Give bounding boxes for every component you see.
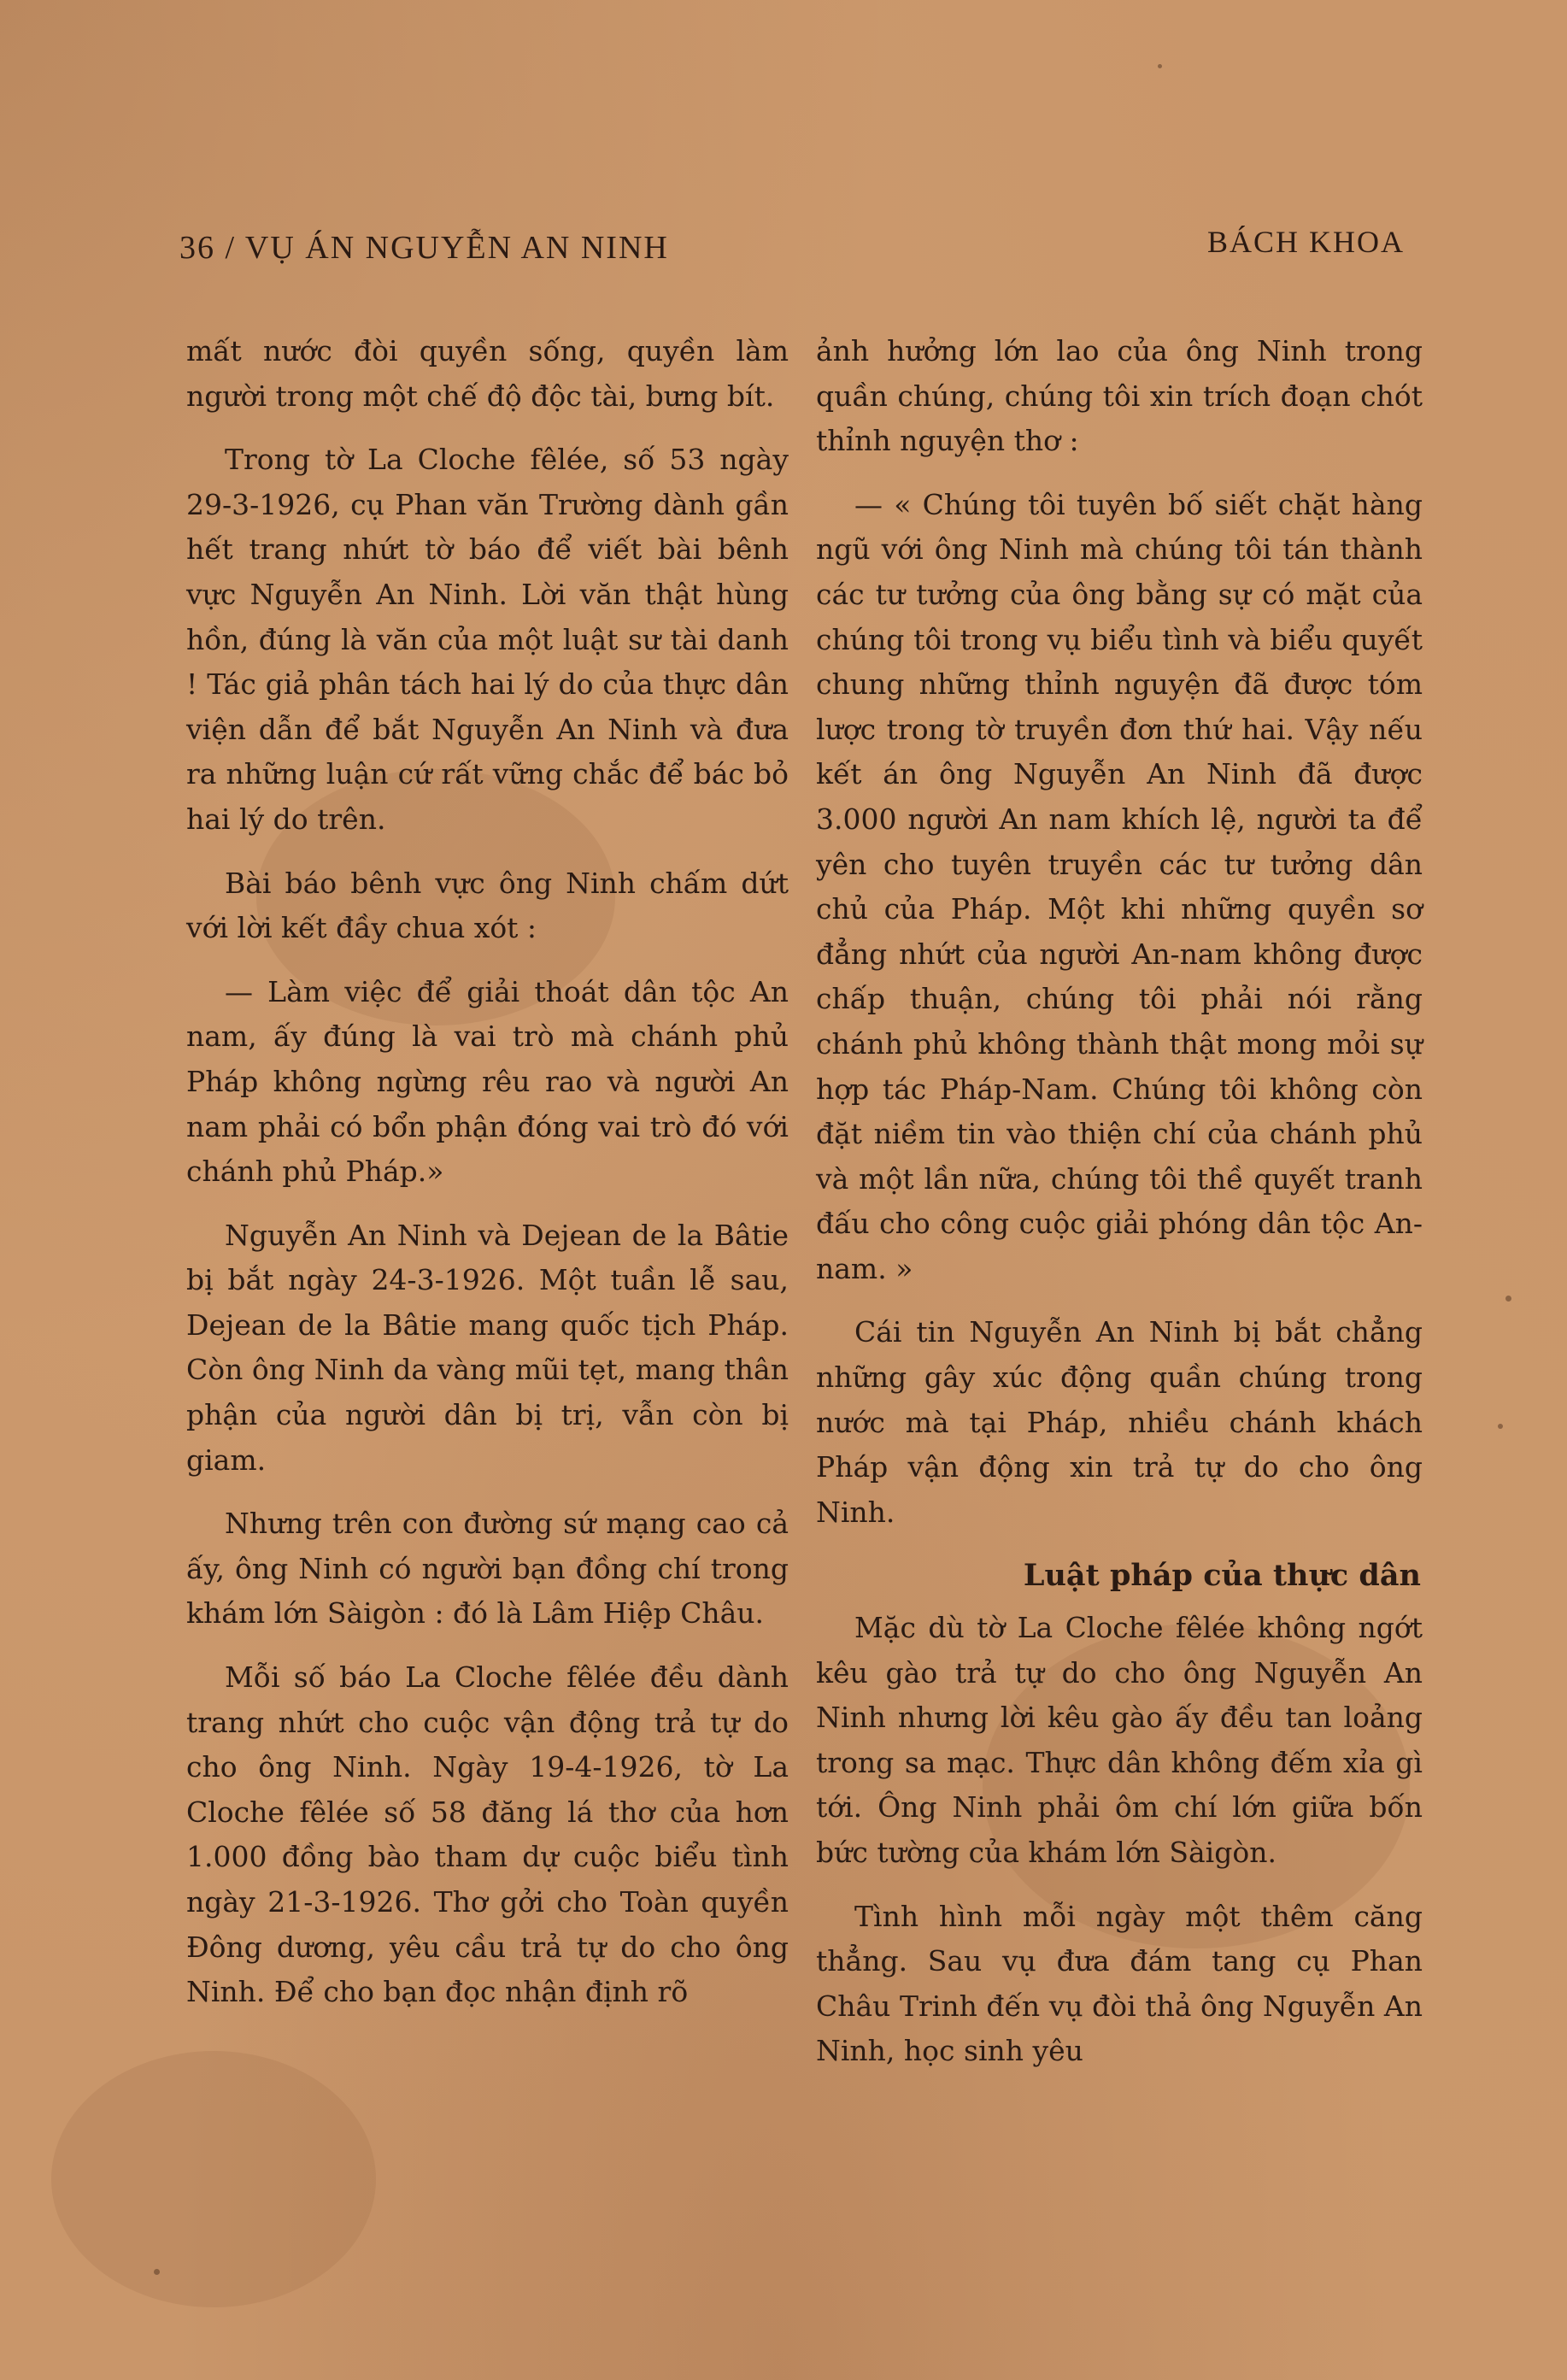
- paragraph: Mặc dù tờ La Cloche fêlée không ngớt kêu gào trả tự do cho ông Nguyễn An Ninh nhưng lời kêu gào ấy đều tan loảng trong sa mạc. Thực dân không đếm xỉa gì tới. Ông Ninh phải ôm chí lớn giữa bốn bức tường của khám lớn Sàigòn.: [816, 1611, 1423, 1869]
- paragraph: Nhưng trên con đường sứ mạng cao cả ấy, ông Ninh có người bạn đồng chí trong khám lớn Sàigòn : đó là Lâm Hiệp Châu.: [186, 1507, 789, 1631]
- paper-speck: [1498, 1424, 1503, 1429]
- paper-stain: [51, 2051, 376, 2307]
- section-heading: Luật pháp của thực dân: [1023, 1558, 1421, 1594]
- running-header-publication: BÁCH KHOA: [1206, 225, 1405, 259]
- paper-speck: [1158, 64, 1162, 68]
- paragraph: Nguyễn An Ninh và Dejean de la Bâtie bị bắt ngày 24-3-1926. Một tuần lễ sau, Dejean de la Bâtie mang quốc tịch Pháp. Còn ông Ninh da vàng mũi tẹt, mang thân phận của người dân bị trị, vẫn còn bị giam.: [186, 1218, 789, 1477]
- paragraph: Bài báo bênh vực ông Ninh chấm dứt với lời kết đầy chua xót :: [186, 866, 789, 945]
- paragraph: mất nước đòi quyền sống, quyền làm người trong một chế độ độc tài, bưng bít.: [186, 334, 789, 413]
- quotation-paragraph: — Làm việc để giải thoát dân tộc An nam, ấy đúng là vai trò mà chánh phủ Pháp không ngừng rêu rao và người An nam phải có bổn phận đóng vai trò đó với chánh phủ Pháp.»: [186, 974, 789, 1189]
- left-text-column: [186, 329, 789, 2034]
- paragraph: ảnh hưởng lớn lao của ông Ninh trong quần chúng, chúng tôi xin trích đoạn chót thỉnh nguyện thơ :: [816, 334, 1423, 458]
- running-header-title: 36 / VỤ ÁN NGUYỄN AN NINH: [179, 230, 669, 266]
- quotation-paragraph: — « Chúng tôi tuyên bố siết chặt hàng ngũ với ông Ninh mà chúng tôi tán thành các tư tưởng của ông bằng sự có mặt của chúng tôi trong vụ biểu tình và biểu quyết chung những thỉnh nguyện đã được tóm lược trong tờ truyền đơn thứ hai. Vậy nếu kết án ông Nguyễn An Ninh đã được 3.000 người An nam khích lệ, người ta để yên cho tuyên truyền các tư tưởng dân chủ của Pháp. Một khi những quyền sơ đẳng nhứt của người An-nam không được chấp thuận, chúng tôi phải nói rằng chánh phủ không thành thật mong mỏi sự hợp tác Pháp-Nam. Chúng tôi không còn đặt niềm tin vào thiện chí của chánh phủ và một lần nữa, chúng tôi thề quyết tranh đấu cho công cuộc giải phóng dân tộc An-nam. »: [816, 487, 1423, 1285]
- paragraph: Mỗi số báo La Cloche fêlée đều dành trang nhứt cho cuộc vận động trả tự do cho ông Ninh. Ngày 19-4-1926, tờ La Cloche fêlée số 58 đăng lá thơ của hơn 1.000 đồng bào tham dự cuộc biểu tình ngày 21-3-1926. Thơ gởi cho Toàn quyền Đông dương, yêu cầu trả tự do cho ông Ninh. Để cho bạn đọc nhận định rõ: [186, 1660, 789, 2009]
- paragraph: Trong tờ La Cloche fêlée, số 53 ngày 29-3-1926, cụ Phan văn Trường dành gần hết trang nhứt tờ báo để viết bài bênh vực Nguyễn An Ninh. Lời văn thật hùng hồn, đúng là văn của một luật sư tài danh ! Tác giả phân tách hai lý do của thực dân viện dẫn để bắt Nguyễn An Ninh và đưa ra những luận cứ rất vững chắc để bác bỏ hai lý do trên.: [186, 443, 789, 836]
- right-text-column: [816, 329, 1423, 2093]
- paper-speck: [1505, 1296, 1511, 1302]
- paragraph: Tình hình mỗi ngày một thêm căng thẳng. Sau vụ đưa đám tang cụ Phan Châu Trinh đến vụ đòi thả ông Nguyễn An Ninh, học sinh yêu: [816, 1899, 1423, 2068]
- paper-speck: [154, 2269, 160, 2275]
- paragraph: Cái tin Nguyễn An Ninh bị bắt chẳng những gây xúc động quần chúng trong nước mà tại Pháp, nhiều chánh khách Pháp vận động xin trả tự do cho ông Ninh.: [816, 1315, 1423, 1529]
